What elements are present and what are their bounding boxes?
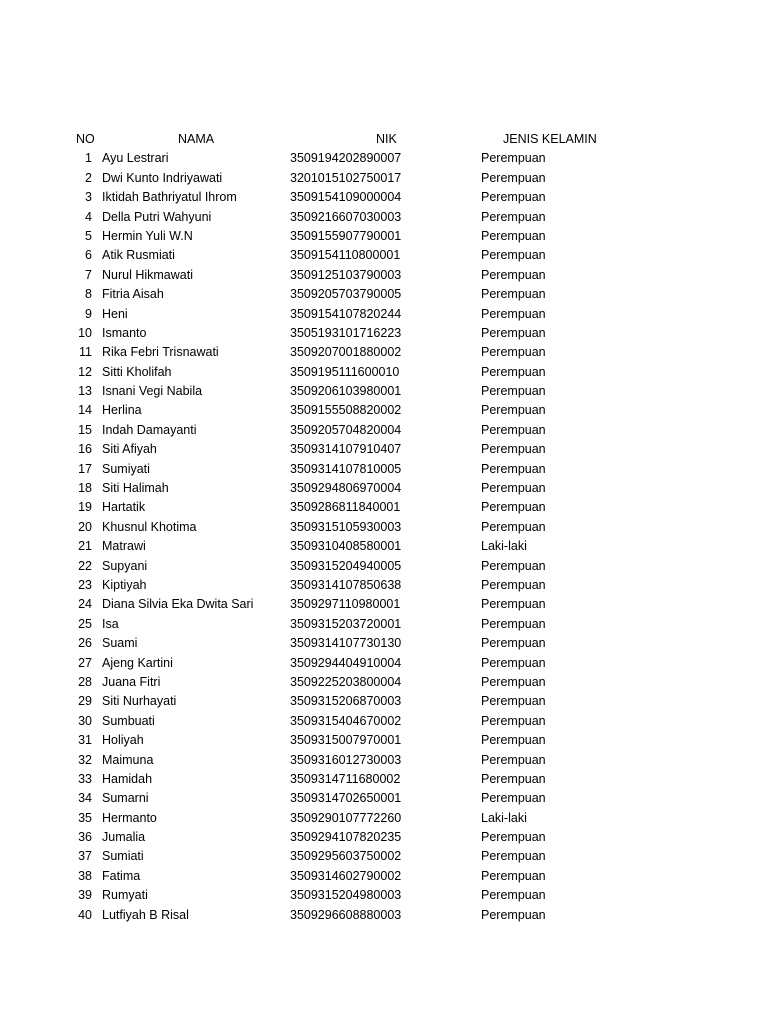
- cell-nik: 3509290107772260: [290, 810, 402, 825]
- cell-nama: Ayu Lestrari: [102, 151, 169, 166]
- table-row: [0, 634, 768, 653]
- cell-no: 15: [78, 422, 92, 437]
- table-row: [0, 208, 768, 227]
- cell-nik: 3509154109000004: [290, 190, 402, 205]
- cell-jenis-kelamin: Perempuan: [481, 248, 546, 263]
- cell-no: 39: [78, 888, 92, 903]
- cell-nik: 3509315204940005: [290, 558, 402, 573]
- table-row: [0, 673, 768, 692]
- table-row: [0, 421, 768, 440]
- cell-nama: Fatima: [102, 868, 141, 883]
- cell-nik: 3509314107910407: [290, 442, 402, 457]
- cell-nik: 3509315105930003: [290, 519, 402, 534]
- table-row: [0, 324, 768, 343]
- cell-no: 20: [78, 519, 92, 534]
- cell-jenis-kelamin: Perempuan: [481, 771, 546, 786]
- cell-no: 16: [78, 442, 92, 457]
- cell-jenis-kelamin: Perempuan: [481, 558, 546, 573]
- cell-nama: Juana Fitri: [102, 674, 161, 689]
- cell-jenis-kelamin: Perempuan: [481, 481, 546, 496]
- cell-nik: 3509315007970001: [290, 733, 402, 748]
- cell-no: 23: [78, 577, 92, 592]
- cell-jenis-kelamin: Perempuan: [481, 868, 546, 883]
- cell-no: 18: [78, 481, 92, 496]
- cell-no: 33: [78, 771, 92, 786]
- cell-jenis-kelamin: Perempuan: [481, 849, 546, 864]
- table-row: [0, 712, 768, 731]
- cell-jenis-kelamin: Perempuan: [481, 209, 546, 224]
- cell-jenis-kelamin: Perempuan: [481, 694, 546, 709]
- cell-nama: Hermin Yuli W.N: [102, 228, 193, 243]
- table-row: [0, 751, 768, 770]
- cell-nama: Supyani: [102, 558, 148, 573]
- cell-no: 12: [78, 364, 92, 379]
- cell-nama: Della Putri Wahyuni: [102, 209, 212, 224]
- cell-no: 26: [78, 636, 92, 651]
- cell-nik: 3509294806970004: [290, 481, 402, 496]
- cell-nik: 3509314602790002: [290, 868, 402, 883]
- cell-nik: 3509314107810005: [290, 461, 402, 476]
- cell-jenis-kelamin: Perempuan: [481, 384, 546, 399]
- cell-nama: Sumiati: [102, 849, 144, 864]
- table-row: [0, 731, 768, 750]
- cell-jenis-kelamin: Perempuan: [481, 616, 546, 631]
- cell-jenis-kelamin: Perempuan: [481, 655, 546, 670]
- cell-nik: 3509314711680002: [290, 771, 401, 786]
- cell-jenis-kelamin: Perempuan: [481, 830, 546, 845]
- table-row: [0, 246, 768, 265]
- table-row: [0, 479, 768, 498]
- cell-nama: Sitti Kholifah: [102, 364, 172, 379]
- header-nama: NAMA: [178, 132, 215, 146]
- cell-nik: 3505193101716223: [290, 325, 402, 340]
- table-row: [0, 498, 768, 517]
- cell-no: 3: [85, 190, 92, 205]
- cell-nama: Atik Rusmiati: [102, 248, 175, 263]
- header-jenis-kelamin: JENIS KELAMIN: [503, 132, 597, 146]
- header-nik: NIK: [376, 132, 397, 146]
- cell-nik: 3509295603750002: [290, 849, 402, 864]
- table-row: [0, 615, 768, 634]
- cell-no: 31: [78, 733, 92, 748]
- table-row: [0, 692, 768, 711]
- table-row: [0, 343, 768, 362]
- cell-jenis-kelamin: Perempuan: [481, 713, 546, 728]
- cell-jenis-kelamin: Perempuan: [481, 364, 546, 379]
- cell-nama: Holiyah: [102, 733, 144, 748]
- table-body: [0, 149, 768, 925]
- cell-no: 10: [78, 325, 92, 340]
- cell-nama: Ismanto: [102, 325, 147, 340]
- table-row: [0, 305, 768, 324]
- table-row: [0, 770, 768, 789]
- cell-no: 1: [85, 151, 92, 166]
- cell-no: 5: [85, 228, 92, 243]
- table-row: [0, 518, 768, 537]
- cell-nama: Herlina: [102, 403, 142, 418]
- table-row: [0, 906, 768, 925]
- cell-nik: 3509315206870003: [290, 694, 402, 709]
- cell-nama: Lutfiyah B Risal: [102, 907, 189, 922]
- cell-jenis-kelamin: Perempuan: [481, 403, 546, 418]
- cell-no: 14: [78, 403, 92, 418]
- cell-jenis-kelamin: Perempuan: [481, 151, 546, 166]
- cell-nik: 3509286811840001: [290, 500, 401, 515]
- cell-nama: Hartatik: [102, 500, 146, 515]
- table-row: [0, 285, 768, 304]
- cell-no: 19: [78, 500, 92, 515]
- cell-nama: Sumarni: [102, 791, 149, 806]
- data-table: [0, 130, 768, 925]
- cell-jenis-kelamin: Perempuan: [481, 597, 546, 612]
- cell-no: 29: [78, 694, 92, 709]
- cell-nama: Khusnul Khotima: [102, 519, 197, 534]
- cell-jenis-kelamin: Perempuan: [481, 733, 546, 748]
- table-row: [0, 576, 768, 595]
- cell-jenis-kelamin: Perempuan: [481, 461, 546, 476]
- cell-jenis-kelamin: Perempuan: [481, 636, 546, 651]
- table-header-row: [0, 130, 768, 149]
- table-row: [0, 440, 768, 459]
- table-row: [0, 654, 768, 673]
- cell-no: 38: [78, 868, 92, 883]
- table-row: [0, 401, 768, 420]
- cell-nik: 3509207001880002: [290, 345, 402, 360]
- cell-no: 17: [78, 461, 92, 476]
- table-row: [0, 149, 768, 168]
- cell-no: 35: [78, 810, 92, 825]
- cell-nama: Iktidah Bathriyatul Ihrom: [102, 190, 237, 205]
- table-row: [0, 867, 768, 886]
- cell-no: 4: [85, 209, 92, 224]
- cell-nama: Rika Febri Trisnawati: [102, 345, 219, 360]
- cell-nik: 3509314107730130: [290, 636, 402, 651]
- cell-nik: 3509155508820002: [290, 403, 402, 418]
- cell-jenis-kelamin: Perempuan: [481, 674, 546, 689]
- cell-jenis-kelamin: Perempuan: [481, 888, 546, 903]
- cell-nik: 3509297110980001: [290, 597, 401, 612]
- table-row: [0, 789, 768, 808]
- cell-nik: 3509205704820004: [290, 422, 402, 437]
- cell-nik: 3509294107820235: [290, 830, 402, 845]
- table-row: [0, 886, 768, 905]
- cell-nik: 3509314107850638: [290, 577, 402, 592]
- cell-no: 11: [79, 345, 92, 360]
- header-no: NO: [76, 132, 95, 146]
- cell-nama: Maimuna: [102, 752, 154, 767]
- cell-nama: Isnani Vegi Nabila: [102, 384, 203, 399]
- cell-jenis-kelamin: Laki-laki: [481, 539, 527, 554]
- cell-nik: 3509195111600010: [290, 364, 400, 379]
- cell-nik: 3201015102750017: [290, 170, 402, 185]
- cell-nama: Sumbuati: [102, 713, 155, 728]
- cell-nama: Jumalia: [102, 830, 146, 845]
- cell-nama: Ajeng Kartini: [102, 655, 173, 670]
- cell-nama: Isa: [102, 616, 119, 631]
- table-row: [0, 188, 768, 207]
- cell-jenis-kelamin: Perempuan: [481, 791, 546, 806]
- cell-jenis-kelamin: Perempuan: [481, 442, 546, 457]
- table-row: [0, 557, 768, 576]
- cell-nama: Hermanto: [102, 810, 157, 825]
- table-row: [0, 382, 768, 401]
- cell-nik: 3509154107820244: [290, 306, 402, 321]
- cell-nama: Siti Nurhayati: [102, 694, 177, 709]
- cell-nama: Siti Halimah: [102, 481, 169, 496]
- cell-jenis-kelamin: Perempuan: [481, 752, 546, 767]
- cell-jenis-kelamin: Perempuan: [481, 287, 546, 302]
- table-row: [0, 809, 768, 828]
- cell-jenis-kelamin: Perempuan: [481, 228, 546, 243]
- cell-nik: 3509125103790003: [290, 267, 402, 282]
- cell-nama: Nurul Hikmawati: [102, 267, 193, 282]
- cell-nik: 3509206103980001: [290, 384, 402, 399]
- table-row: [0, 460, 768, 479]
- cell-no: 34: [78, 791, 92, 806]
- cell-jenis-kelamin: Perempuan: [481, 267, 546, 282]
- cell-nik: 3509194202890007: [290, 151, 402, 166]
- cell-jenis-kelamin: Perempuan: [481, 345, 546, 360]
- cell-nik: 3509310408580001: [290, 539, 402, 554]
- cell-no: 9: [85, 306, 92, 321]
- cell-jenis-kelamin: Perempuan: [481, 306, 546, 321]
- table-row: [0, 169, 768, 188]
- cell-no: 25: [78, 616, 92, 631]
- cell-nama: Fitria Aisah: [102, 287, 164, 302]
- cell-jenis-kelamin: Perempuan: [481, 519, 546, 534]
- cell-no: 8: [85, 287, 92, 302]
- cell-no: 40: [78, 907, 92, 922]
- table-row: [0, 828, 768, 847]
- cell-nik: 3509296608880003: [290, 907, 402, 922]
- cell-nama: Hamidah: [102, 771, 153, 786]
- cell-jenis-kelamin: Perempuan: [481, 500, 546, 515]
- cell-nik: 3509205703790005: [290, 287, 402, 302]
- cell-nik: 3509225203800004: [290, 674, 402, 689]
- cell-no: 36: [78, 830, 92, 845]
- cell-no: 32: [78, 752, 92, 767]
- cell-no: 6: [85, 248, 92, 263]
- table-row: [0, 266, 768, 285]
- cell-nama: Suami: [102, 636, 138, 651]
- cell-nama: Heni: [102, 306, 128, 321]
- cell-no: 2: [85, 170, 92, 185]
- cell-nama: Kiptiyah: [102, 577, 147, 592]
- cell-nik: 3509315203720001: [290, 616, 402, 631]
- cell-no: 27: [78, 655, 92, 670]
- cell-jenis-kelamin: Perempuan: [481, 325, 546, 340]
- cell-no: 21: [78, 539, 92, 554]
- cell-nama: Diana Silvia Eka Dwita Sari: [102, 597, 254, 612]
- cell-nik: 3509315404670002: [290, 713, 402, 728]
- cell-jenis-kelamin: Perempuan: [481, 577, 546, 592]
- cell-nama: Dwi Kunto Indriyawati: [102, 170, 223, 185]
- table-row: [0, 227, 768, 246]
- cell-no: 30: [78, 713, 92, 728]
- cell-jenis-kelamin: Laki-laki: [481, 810, 527, 825]
- cell-nama: Siti Afiyah: [102, 442, 157, 457]
- cell-jenis-kelamin: Perempuan: [481, 190, 546, 205]
- cell-no: 37: [78, 849, 92, 864]
- cell-no: 22: [78, 558, 92, 573]
- cell-nik: 3509216607030003: [290, 209, 402, 224]
- cell-no: 7: [85, 267, 92, 282]
- cell-nik: 3509154110800001: [290, 248, 401, 263]
- cell-no: 13: [78, 384, 92, 399]
- cell-nik: 3509316012730003: [290, 752, 402, 767]
- table-row: [0, 847, 768, 866]
- cell-nik: 3509155907790001: [290, 228, 402, 243]
- cell-no: 28: [78, 674, 92, 689]
- table-row: [0, 363, 768, 382]
- cell-nik: 3509314702650001: [290, 791, 402, 806]
- cell-nama: Matrawi: [102, 539, 146, 554]
- cell-jenis-kelamin: Perempuan: [481, 170, 546, 185]
- cell-jenis-kelamin: Perempuan: [481, 907, 546, 922]
- cell-nik: 3509294404910004: [290, 655, 402, 670]
- cell-nama: Indah Damayanti: [102, 422, 197, 437]
- table-row: [0, 537, 768, 556]
- cell-nik: 3509315204980003: [290, 888, 402, 903]
- cell-nama: Sumiyati: [102, 461, 150, 476]
- table-row: [0, 595, 768, 614]
- cell-jenis-kelamin: Perempuan: [481, 422, 546, 437]
- cell-nama: Rumyati: [102, 888, 148, 903]
- cell-no: 24: [78, 597, 92, 612]
